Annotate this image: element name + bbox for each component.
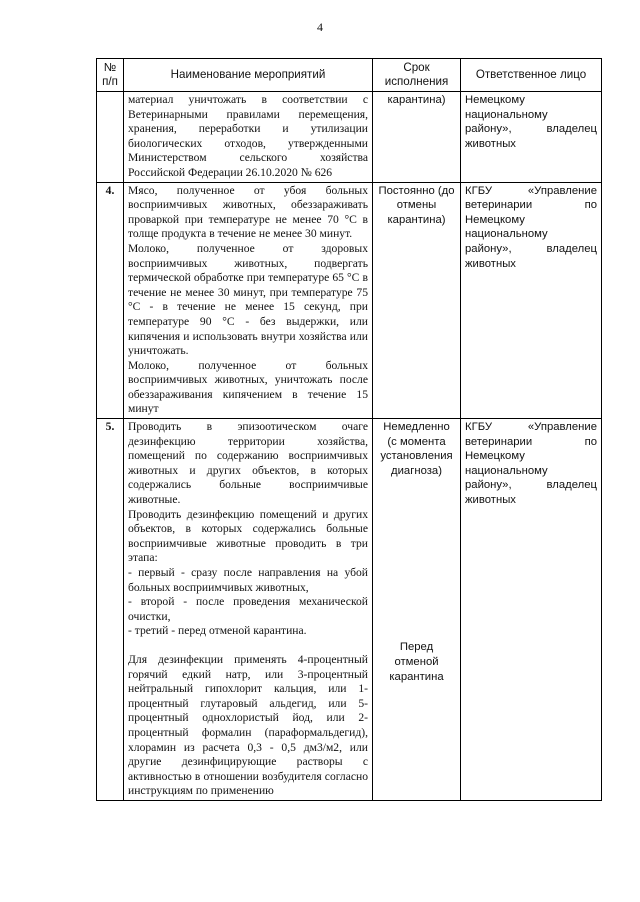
term-cell: Постоянно (до отмены карантина) xyxy=(373,182,461,419)
header-responsible: Ответственное лицо xyxy=(461,59,602,92)
row-number: 4. xyxy=(97,182,124,419)
measures-table xyxy=(96,58,602,801)
row-number xyxy=(97,92,124,183)
responsible-cell: КГБУ «Управление ветеринарии по Немецкому национальному району», владелец животных xyxy=(461,419,602,801)
measure-paragraph: Для дезинфекции применять 4-процентный горячий едкий натр, или 3-процентный нейтральный гипохлорит кальция, или 1-процентный глутаровый альдегид, или 5-процентный однохлористый йод, или 2-процентный формалин (параформальдегид), хлорамин из расчета 0,3 - 0,5 дм3/м2, или другие дезинфицирующие растворы с активностью в отношении возбудителя согласно инструкциям по применению xyxy=(128,652,368,798)
table-header-row xyxy=(97,59,602,92)
responsible-cell: КГБУ «Управление ветеринарии по Немецкому национальному району», владелец животных xyxy=(461,182,602,419)
paragraph-spacer xyxy=(128,639,368,653)
table-row xyxy=(97,92,602,183)
measure-paragraph: Молоко, полученное от здоровых восприимчивых животных, подвергать термической обработке при температуре 65 °С в течение не менее 30 минут, при температуре 75 °С - в течение не менее 15 секунд, при температуре 90 °С - без выдержки, или кипячения и использовать внутри хозяйства или уничтожать. xyxy=(128,241,368,358)
measure-paragraph: материал уничтожать в соответствии с Ветеринарными правилами перемещения, хранения, переработки и утилизации биологических отходов, утвержденными Министерством сельского хозяйства Российской Федерации 26.10.2020 № 626 xyxy=(128,93,368,179)
measure-paragraph: Мясо, полученное от убоя больных восприимчивых животных, обеззараживать проваркой при температуре не менее 70 °С в толще продукта в течение не менее 30 минут. xyxy=(128,183,368,241)
measure-list-item: - первый - сразу после направления на убой больных восприимчивых животных, xyxy=(128,566,368,594)
term-cell xyxy=(373,419,461,801)
table-row xyxy=(97,182,602,419)
measure-paragraph: Молоко, полученное от больных восприимчивых животных, уничтожать после обеззараживания кипячением в течение 15 минут xyxy=(128,358,368,416)
term-cell: карантина) xyxy=(373,92,461,183)
measure-paragraph: Проводить дезинфекцию помещений и других объектов, в которых содержались больные восприимчивые животные проводить в три этапа: xyxy=(128,507,368,565)
term-immediate: Немедленно (с момента установления диагноза) xyxy=(380,421,453,477)
row-number: 5. xyxy=(97,419,124,801)
header-term: Срок исполнения xyxy=(373,59,461,92)
header-measure: Наименование мероприятий xyxy=(124,59,373,92)
responsible-cell: Немецкому национальному району», владелец животных xyxy=(461,92,602,183)
table-row xyxy=(97,419,602,801)
measure-paragraph: Проводить в эпизоотическом очаге дезинфекцию территории хозяйства, помещений по содержанию восприимчивых животных и других объектов, в которых содержались больные восприимчивые животные. xyxy=(128,420,368,507)
header-num: № п/п xyxy=(97,59,124,92)
measure-cell xyxy=(124,419,373,801)
term-before-quarantine-end: Перед отменой карантина xyxy=(389,641,444,683)
page-number: 4 xyxy=(317,20,323,34)
measure-cell xyxy=(124,92,373,183)
measure-list-item: - третий - перед отменой карантина. xyxy=(128,624,307,638)
measure-cell xyxy=(124,182,373,419)
measure-list-item: - второй - после проведения механической очистки, xyxy=(128,595,368,623)
